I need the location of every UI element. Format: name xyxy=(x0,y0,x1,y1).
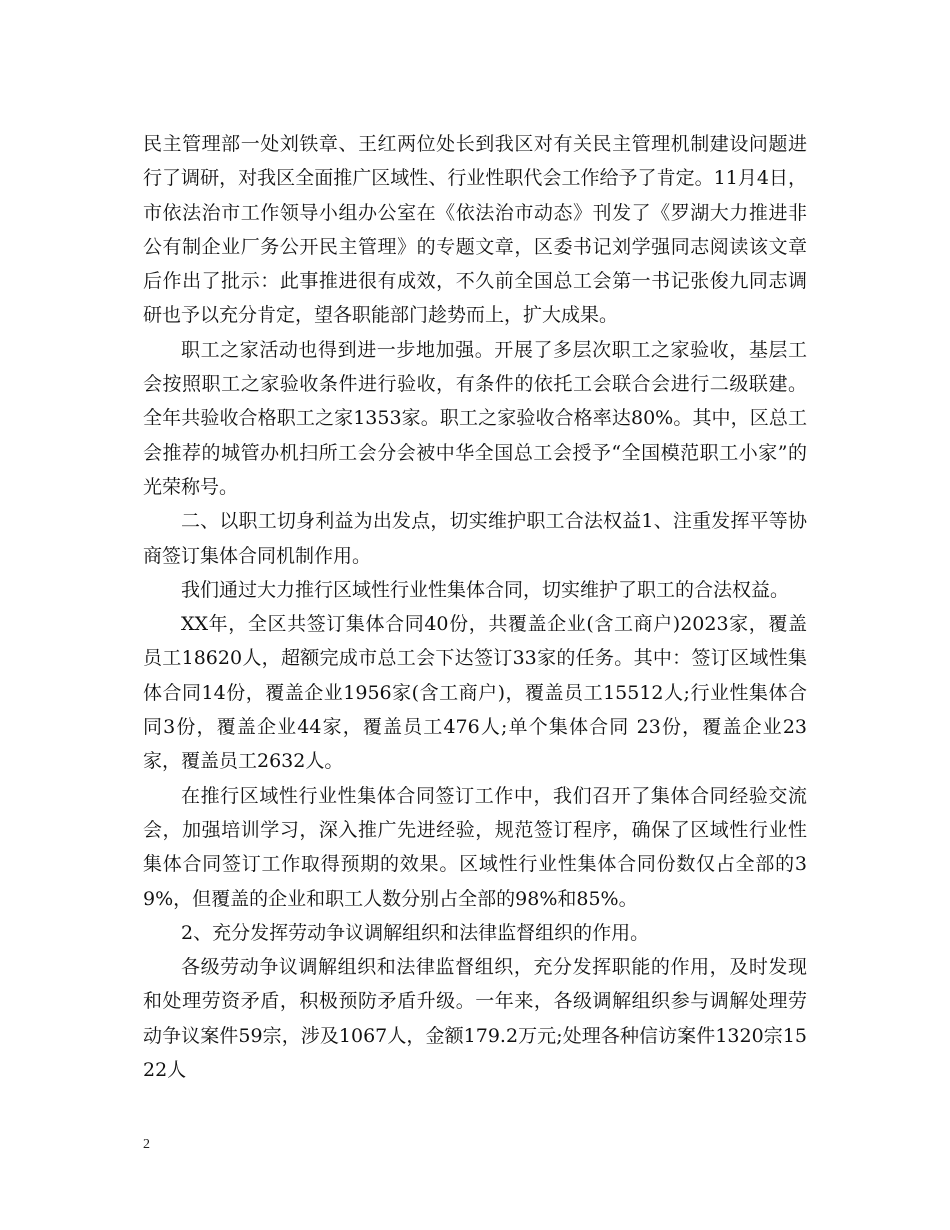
paragraph-2: 职工之家活动也得到进一步地加强。开展了多层次职工之家验收，基层工会按照职工之家验收条件进行验收，有条件的依托工会联合会进行二级联建。全年共验收合格职工之家1353家。职工之家验收合格率达80%。其中，区总工会推荐的城管办机扫所工会分会被中华全国总工会授予“全国模范职工小家”的光荣称号。 xyxy=(143,338,807,498)
paragraph-4: 我们通过大力推行区域性行业性集体合同，切实维护了职工的合法权益。 xyxy=(181,578,790,601)
paragraph-5: XX年，全区共签订集体合同40份，共覆盖企业(含工商户)2023家，覆盖员工18620人，超额完成市总工会下达签订33家的任务。其中：签订区域性集体合同14份，覆盖企业1956家(含工商户)，覆盖员工15512人;行业性集体合同3份，覆盖企业44家，覆盖员工476人;单个集体合同 23份，覆盖企业23家，覆盖员工2632人。 xyxy=(143,613,807,773)
paragraph-8: 各级劳动争议调解组织和法律监督组织，充分发挥职能的作用，及时发现和处理劳资矛盾，积极预防矛盾升级。一年来，各级调解组织参与调解处理劳动争议案件59宗，涉及1067人，金额179.2万元;处理各种信访案件1320宗1522人 xyxy=(143,956,807,1082)
paragraph-6: 在推行区域性行业性集体合同签订工作中，我们召开了集体合同经验交流会，加强培训学习，深入推广先进经验，规范签订程序，确保了区域性行业性集体合同签订工作取得预期的效果。区域性行业性集体合同份数仅占全部的39%，但覆盖的企业和职工人数分别占全部的98%和85%。 xyxy=(143,784,807,910)
paragraph-7: 2、充分发挥劳动争议调解组织和法律监督组织的作用。 xyxy=(181,921,650,944)
page-number: 2 xyxy=(143,1137,150,1152)
paragraph-3: 二、以职工切身利益为出发点，切实维护职工合法权益1、注重发挥平等协商签订集体合同机制作用。 xyxy=(143,510,807,567)
document-body xyxy=(143,127,807,1087)
paragraph-1: 民主管理部一处刘铁章、王红两位处长到我区对有关民主管理机制建设问题进行了调研，对我区全面推广区域性、行业性职代会工作给予了肯定。11月4日，市依法治市工作领导小组办公室在《依法治市动态》刊发了《罗湖大力推进非公有制企业厂务公开民主管理》的专题文章，区委书记刘学强同志阅读该文章后作出了批示：此事推进很有成效，不久前全国总工会第一书记张俊九同志调研也予以充分肯定，望各职能部门趁势而上，扩大成果。 xyxy=(143,133,807,327)
